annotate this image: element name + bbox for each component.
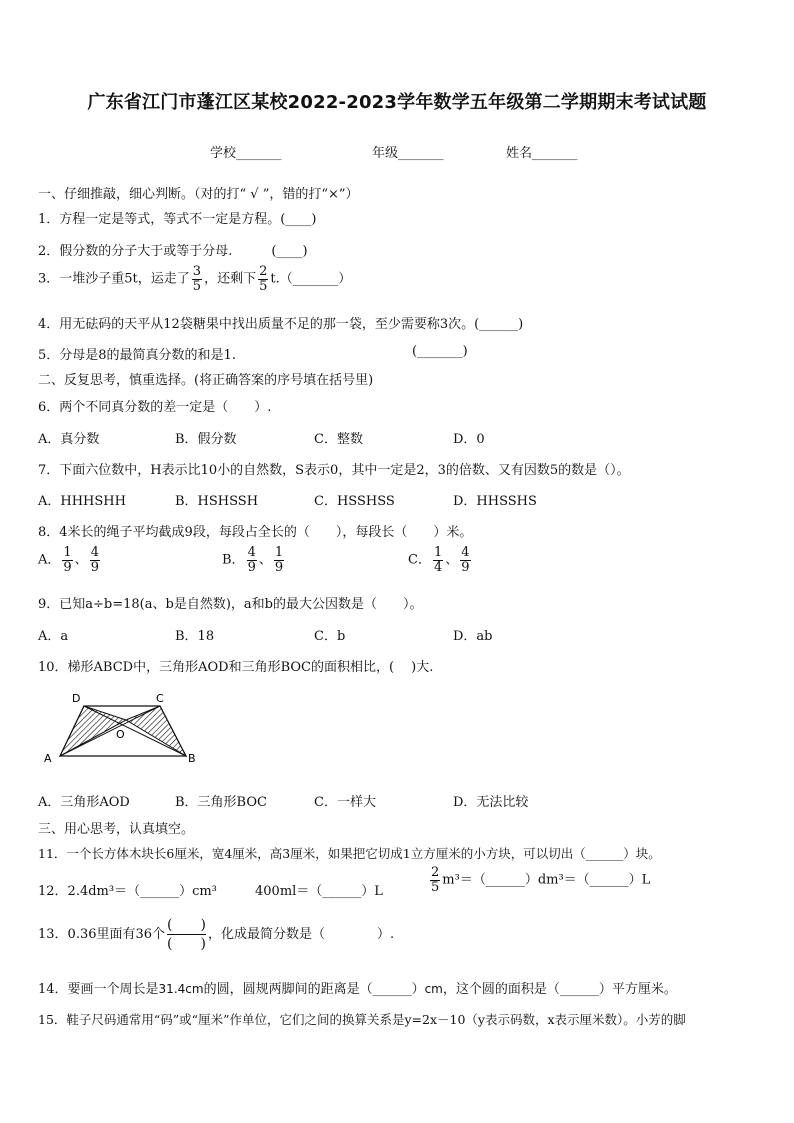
separator: 、: [445, 552, 459, 568]
question-2: 2．假分数的分子大于或等于分母. (____): [38, 244, 308, 259]
q6-option-d: D．0: [453, 432, 485, 447]
denominator: 5: [259, 278, 268, 294]
denominator: 9: [247, 559, 256, 575]
q8-option-c: [408, 546, 473, 574]
denominator: 9: [274, 559, 284, 575]
q7-option-b: B．HSHSSH: [175, 494, 259, 509]
label-a: A: [44, 752, 52, 765]
numerator: 2: [431, 865, 440, 880]
section-3-heading: 三、用心思考，认真填空。: [38, 822, 195, 837]
q3-text-c: t.（_______）: [270, 271, 352, 287]
question-12-part-c: [428, 866, 650, 894]
q3-text-b: ，还剩下: [204, 271, 257, 287]
q14-unit: cm: [424, 982, 443, 996]
name-field: 姓名_______: [506, 146, 578, 161]
q10-option-d: D．无法比较: [453, 795, 529, 810]
denominator: 5: [192, 278, 202, 294]
fraction: [192, 265, 202, 293]
question-9: 9．已知a÷b=18(a、b是自然数)，a和b的最大公因数是（ ）。: [38, 597, 423, 612]
fraction: [433, 546, 443, 574]
q13-text-a: 13．0.36里面有36个: [38, 927, 166, 942]
q10-option-b: B．三角形BOC: [175, 795, 267, 810]
question-3: [38, 265, 351, 293]
separator: 、: [74, 552, 88, 568]
page-title: 广东省江门市蓬江区某校2022-2023学年数学五年级第二学期期末考试试题: [87, 92, 707, 113]
q9-option-b: B．18: [175, 629, 215, 644]
numerator: 4: [461, 545, 470, 560]
question-8: 8．4米长的绳子平均截成9段，每段占全长的（ ），每段长（ ）米。: [38, 525, 473, 540]
question-12-part-b: 400ml＝（______）L: [255, 884, 383, 899]
q14-text-b: 的圆，圆规两脚间的距离是（______）: [203, 982, 425, 997]
q13-text-b: ，化成最简分数是（ ）.: [207, 927, 395, 942]
q14-text-a: 14．要画一个周长是: [38, 982, 159, 997]
numerator: 1: [433, 545, 443, 560]
q8-option-b: [222, 546, 286, 574]
option-label: C．: [408, 552, 431, 568]
question-13: [38, 916, 394, 953]
numerator: 3: [192, 264, 202, 279]
numerator: 4: [247, 545, 256, 560]
trapezoid-diagram: [38, 690, 208, 770]
q3-text-a: 3．一堆沙子重5t，运走了: [38, 271, 190, 287]
numerator-blank: ( ): [167, 917, 206, 933]
separator: 、: [258, 552, 272, 568]
label-c: C: [156, 692, 164, 705]
denominator: 9: [90, 559, 99, 575]
q7-option-d: D．HHSSHS: [453, 494, 537, 509]
empty-fraction: [167, 916, 206, 953]
q6-option-a: A．真分数: [38, 432, 100, 447]
q6-option-b: B．假分数: [175, 432, 237, 447]
option-label: A．: [38, 552, 61, 568]
numerator: 1: [274, 545, 284, 560]
denominator-blank: ( ): [167, 936, 206, 952]
question-15: 15．鞋子尺码通常用“码”或“厘米”作单位，它们之间的换算关系是y=2x－10（y表示码数，x表示厘米数）。小芳的脚: [38, 1012, 686, 1027]
q10-option-a: A．三角形AOD: [38, 795, 130, 810]
section-1-heading: 一、仔细推敲，细心判断。（对的打“ √ ”，错的打“×”）: [38, 187, 359, 202]
school-field: 学校_______: [210, 146, 282, 161]
question-14: [38, 978, 677, 997]
grade-field: 年级_______: [372, 146, 444, 161]
numerator: 2: [259, 264, 268, 279]
denominator: 4: [433, 559, 443, 575]
label-b: B: [188, 752, 196, 765]
q9-option-a: A．a: [38, 629, 69, 644]
q14-value: 31.4cm: [158, 982, 204, 996]
question-4: 4．用无砝码的天平从12袋糖果中找出质量不足的那一袋，至少需要称3次。(______): [38, 317, 524, 332]
fraction: [460, 546, 470, 574]
question-5: 5．分母是8的最简真分数的和是1.: [38, 348, 236, 363]
denominator: 9: [461, 559, 470, 575]
question-11: 11．一个长方体木块长6厘米，宽4厘米，高3厘米，如果把它切成1立方厘米的小方块，可以切出（______）块。: [38, 846, 661, 861]
label-d: D: [72, 692, 81, 705]
fraction: [258, 265, 268, 293]
q12-text-c: m³＝（______）dm³＝（______）L: [442, 872, 651, 888]
option-label: B．: [222, 552, 245, 568]
section-2-heading: 二、反复思考，慎重选择。(将正确答案的序号填在括号里): [38, 373, 374, 388]
q14-text-c: ，这个圆的面积是（______）平方厘米。: [442, 982, 677, 997]
q7-option-a: A．HHHSHH: [38, 494, 126, 509]
label-o: O: [116, 728, 125, 741]
fraction: [90, 546, 100, 574]
q6-option-c: C．整数: [314, 432, 363, 447]
question-10: 10．梯形ABCD中，三角形AOD和三角形BOC的面积相比，( )大.: [38, 660, 434, 675]
question-6: 6．两个不同真分数的差一定是（ ）.: [38, 400, 272, 415]
denominator: 9: [63, 559, 72, 575]
q8-option-a: [38, 546, 102, 574]
question-1: 1．方程一定是等式，等式不一定是方程。(____): [38, 212, 317, 227]
question-12-part-a: 12．2.4dm³＝（______）cm³: [38, 884, 217, 899]
q9-option-c: C．b: [314, 629, 346, 644]
fraction: [274, 546, 284, 574]
fraction: [247, 546, 257, 574]
q7-option-c: C．HSSHSS: [314, 494, 395, 509]
q9-option-d: D．ab: [453, 629, 493, 644]
question-5-blank: (_______): [412, 344, 468, 359]
q10-option-c: C．一样大: [314, 795, 376, 810]
fraction: [430, 866, 440, 894]
denominator: 5: [431, 879, 440, 895]
numerator: 1: [63, 545, 72, 560]
fraction: [62, 546, 72, 574]
question-7: 7．下面六位数中，H表示比10小的自然数，S表示0，其中一定是2，3的倍数、又有因数5的数是（）。: [38, 463, 630, 478]
numerator: 4: [90, 545, 99, 560]
